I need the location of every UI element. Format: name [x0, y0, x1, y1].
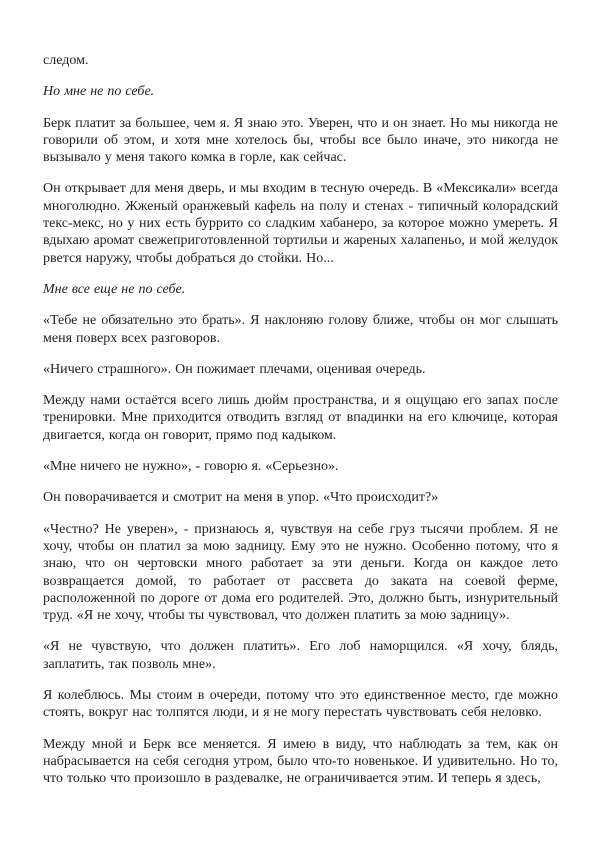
paragraph-italic: Но мне не по себе.	[43, 84, 155, 100]
paragraph: «Ничего страшного». Он пожимает плечами, оценивая очередь.	[43, 361, 426, 377]
paragraph: Я колеблюсь. Мы стоим в очереди, потому что это единственное место, где можно стоять, вокруг нас толпятся люди, и я не могу перестать чувствовать себя неловко.	[43, 688, 558, 721]
paragraph: Он поворачивается и смотрит на меня в упор. «Что происходит?»	[43, 490, 439, 506]
paragraph: «Мне ничего не нужно», - говорю я. «Серьезно».	[43, 459, 339, 475]
paragraph: Между мной и Берк все меняется. Я имею в виду, что наблюдать за тем, как он набрасывается на себя сегодня утром, было что-то новенькое. И удивительно. Но то, что только что произошло в раздевалке, не ограничивается этим. И теперь я здесь,	[43, 736, 558, 787]
paragraph: Он открывает для меня дверь, и мы входим в тесную очередь. В «Мексикали» всегда многолюдно. Жженый оранжевый кафель на полу и стенах - типичный колорадский текс-мекс, но у них есть буррито со сладким хабанеро, за которое можно умереть. Я вдыхаю аромат свежеприготовленной тортильи и жареных халапеньо, и мой желудок рвется наружу, чтобы добраться до стойки. Но...	[43, 181, 558, 266]
paragraph: Берк платит за большее, чем я. Я знаю это. Уверен, что и он знает. Но мы никогда не говорили об этом, и хотя мне хотелось бы, чтобы все было иначе, это никогда не вызывало у меня такого комка в горле, как сейчас.	[43, 115, 558, 166]
paragraph: «Тебе не обязательно это брать». Я наклоняю голову ближе, чтобы он мог слышать меня поверх всех разговоров.	[43, 313, 558, 346]
paragraph-italic: Мне все еще не по себе.	[43, 281, 186, 297]
paragraph: Между нами остаётся всего лишь дюйм пространства, и я ощущаю его запах после тренировки. Мне приходится отводить взгляд от впадинки на его ключице, которая двигается, когда он говорит, прямо под кадыком.	[43, 393, 558, 443]
paragraph: «Честно? Не уверен», - признаюсь я, чувствуя на себе груз тысячи проблем. Я не хочу, чтобы он платил за мою задницу. Ему это не нужно. Особенно потому, что я знаю, что он чертовски много работает за эти деньги. Когда он каждое лето возвращается домой, то работает от рассвета до заката на соевой ферме, расположенной по дороге от дома его родителей. Это, должно быть, изнурительный труд. «Я не хочу, чтобы ты чувствовал, что должен платить за мою задницу».	[43, 521, 558, 624]
paragraph: «Я не чувствую, что должен платить». Его лоб наморщился. «Я хочу, блядь, заплатить, так позволь мне».	[43, 639, 558, 672]
paragraph: следом.	[43, 53, 89, 68]
